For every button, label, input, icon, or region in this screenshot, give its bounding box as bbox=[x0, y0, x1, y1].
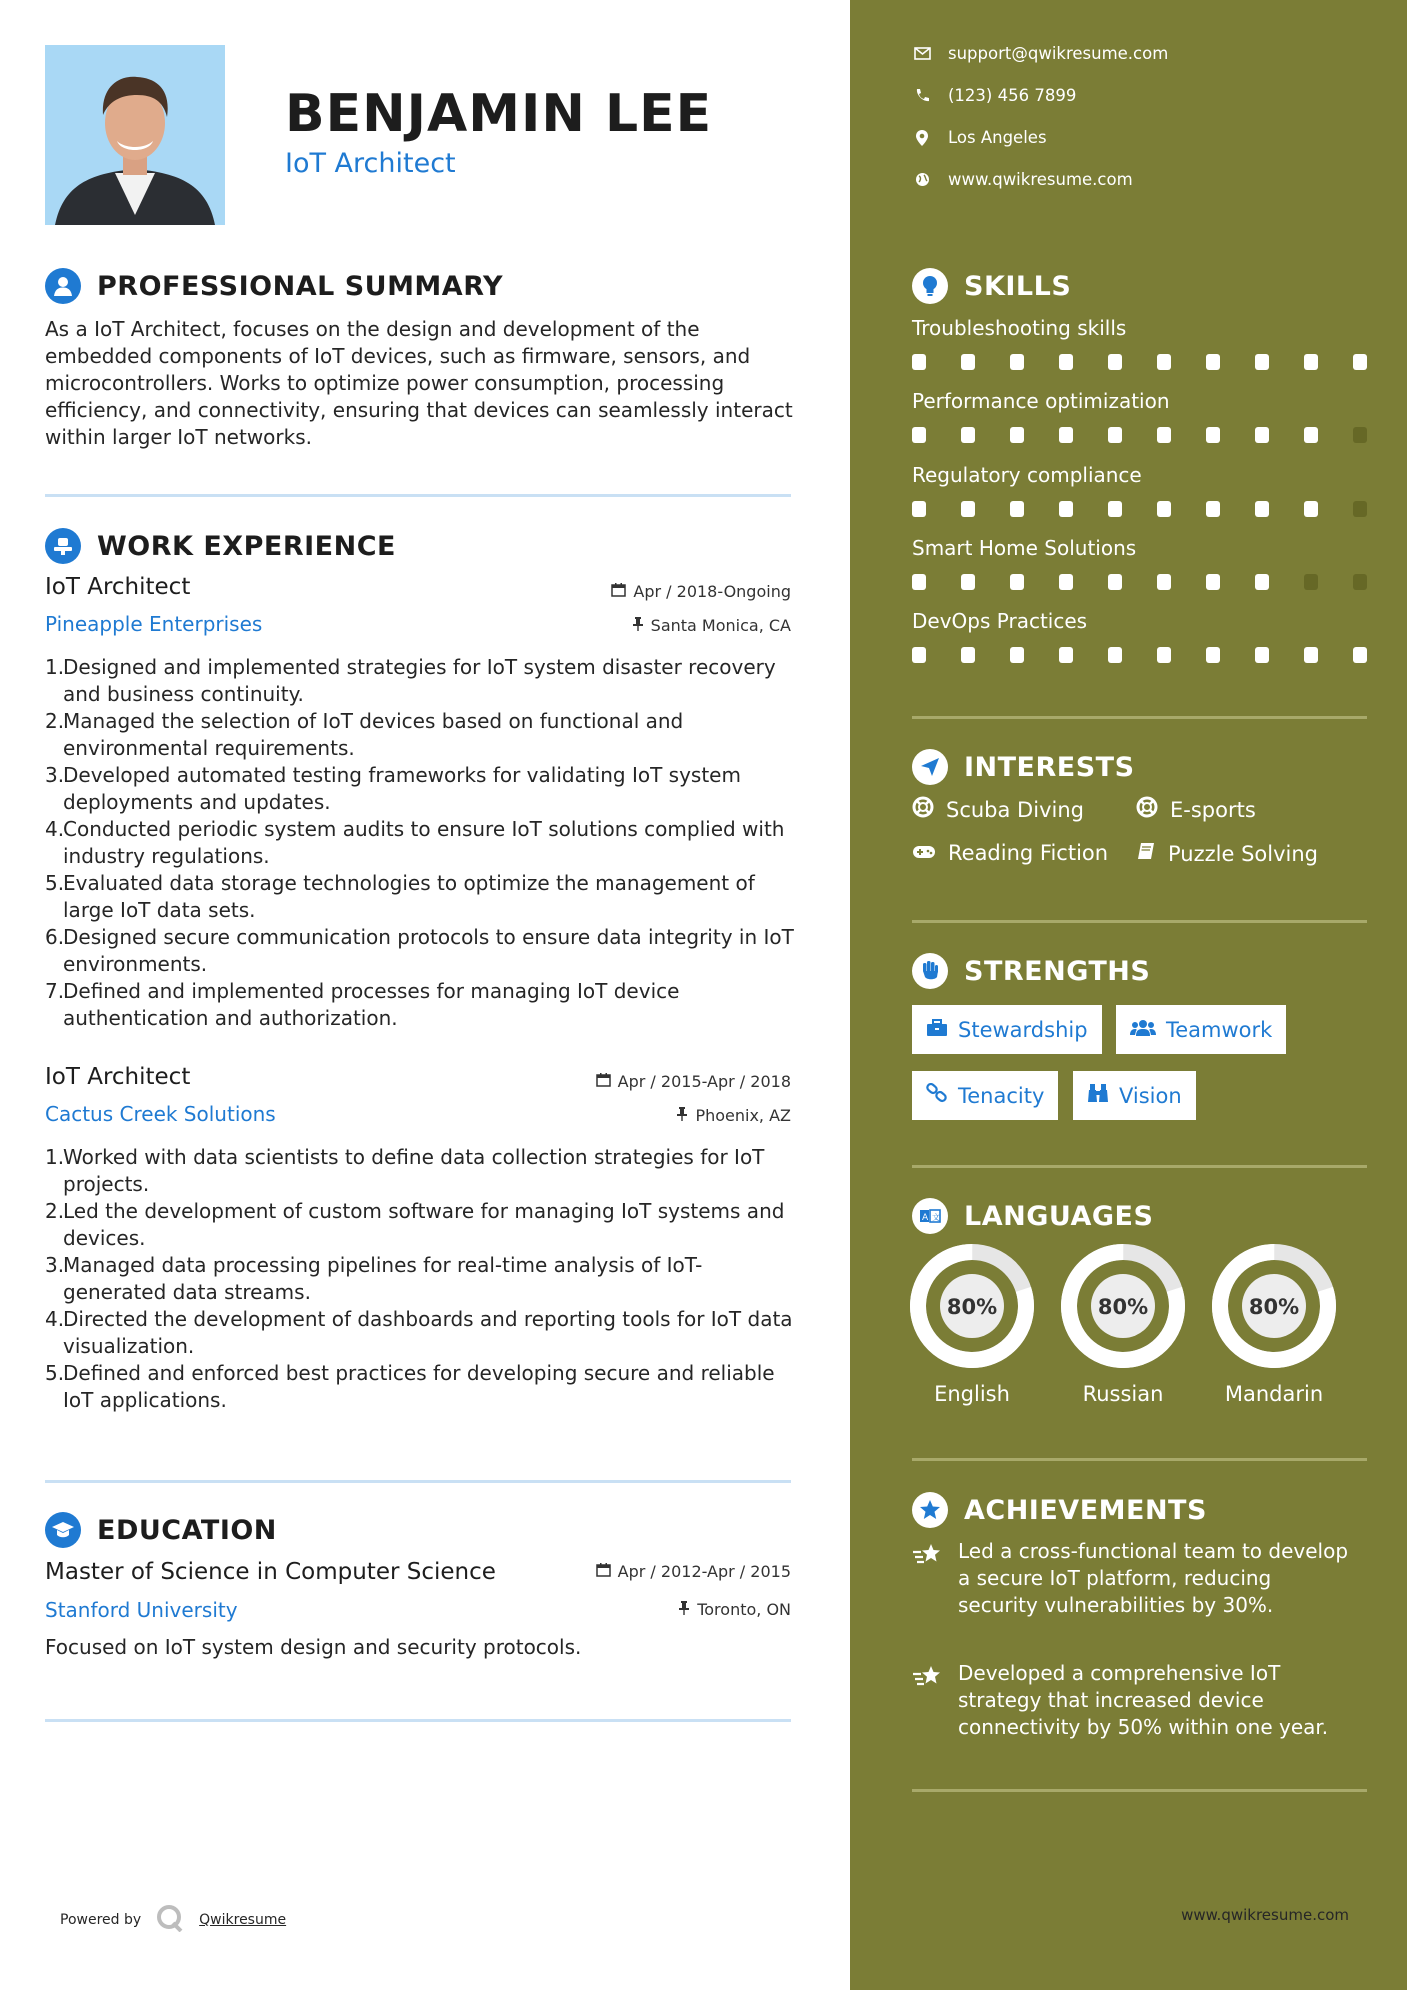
skill-name: DevOps Practices bbox=[912, 609, 1088, 633]
skill-dot bbox=[1304, 354, 1318, 370]
footer-url[interactable]: www.qwikresume.com bbox=[1181, 1906, 1349, 1924]
skill-dot bbox=[1157, 647, 1171, 663]
skill-dot bbox=[1010, 427, 1024, 443]
summary-text: As a IoT Architect, focuses on the design and development of the embedded components of IoT devices, such as firmware, sensors, and microcontrollers. Works to optimize power consumption, processing efficiency, and connectivity, ensuring that devices can seamlessly interact within larger IoT networks. bbox=[45, 317, 793, 449]
job-title: IoT Architect bbox=[45, 574, 191, 600]
skill-dot bbox=[1353, 574, 1367, 590]
skill-rating bbox=[912, 354, 1367, 370]
life-ring-icon bbox=[912, 796, 934, 823]
skill-dot bbox=[1206, 354, 1220, 370]
skill-dot bbox=[1353, 427, 1367, 443]
list-item: 5. Evaluated data storage technologies to optimize the management of large IoT data sets. bbox=[45, 871, 755, 922]
envelope-icon bbox=[912, 45, 932, 63]
life-ring-icon bbox=[1136, 796, 1158, 823]
strengths-heading bbox=[912, 953, 1150, 989]
company-name: Cactus Creek Solutions bbox=[45, 1102, 276, 1126]
strength-tag: Vision bbox=[1073, 1071, 1196, 1120]
language-item bbox=[1061, 1244, 1185, 1406]
contact-website: www.qwikresume.com bbox=[912, 170, 1133, 189]
language-gauge bbox=[910, 1244, 1034, 1368]
skill-dot bbox=[961, 501, 975, 517]
languages-heading bbox=[912, 1198, 1153, 1234]
skill-dot bbox=[1010, 574, 1024, 590]
calendar-icon bbox=[596, 1072, 611, 1091]
contact-email: support@qwikresume.com bbox=[912, 44, 1168, 63]
achievement-item: Led a cross-functional team to develop a secure IoT platform, reducing security vulnerabilities by 30%. bbox=[912, 1538, 1352, 1619]
skill-dot bbox=[1304, 427, 1318, 443]
qwikresume-link[interactable]: Qwikresume bbox=[199, 1912, 287, 1928]
skill-dot bbox=[1157, 427, 1171, 443]
svg-text:文: 文 bbox=[932, 1213, 940, 1222]
language-name: English bbox=[934, 1382, 1010, 1406]
list-item: 7. Defined and implemented processes for managing IoT device authentication and authorization. bbox=[45, 979, 680, 1030]
skill-dot bbox=[912, 574, 926, 590]
list-item: 6. Designed secure communication protocols to ensure data integrity in IoT environments. bbox=[45, 925, 794, 976]
graduation-cap-icon bbox=[45, 1512, 81, 1548]
list-item: 2. Led the development of custom software for managing IoT systems and devices. bbox=[45, 1199, 785, 1250]
candidate-name: BENJAMIN LEE bbox=[285, 84, 713, 144]
skill-dot bbox=[1010, 647, 1024, 663]
job-responsibilities bbox=[45, 654, 795, 1032]
education-location: Toronto, ON bbox=[450, 1600, 791, 1619]
skill-dot bbox=[1059, 574, 1073, 590]
interest-item: Scuba Diving bbox=[912, 796, 1084, 823]
strength-tag: Stewardship bbox=[912, 1005, 1102, 1054]
users-icon bbox=[1130, 1018, 1156, 1042]
skill-dot bbox=[1010, 354, 1024, 370]
skill-name: Troubleshooting skills bbox=[912, 316, 1127, 340]
skill-dot bbox=[912, 501, 926, 517]
skill-dot bbox=[1059, 647, 1073, 663]
gamepad-icon bbox=[912, 841, 936, 865]
strengths-title: STRENGTHS bbox=[964, 955, 1151, 987]
skill-dot bbox=[912, 427, 926, 443]
interests-title: INTERESTS bbox=[964, 751, 1135, 783]
interest-item: Puzzle Solving bbox=[1136, 841, 1318, 866]
skill-dot bbox=[1059, 501, 1073, 517]
language-icon bbox=[912, 1198, 948, 1234]
skill-dot bbox=[1255, 427, 1269, 443]
book-icon bbox=[1136, 841, 1156, 866]
skill-dot bbox=[1304, 574, 1318, 590]
skill-dot bbox=[1206, 574, 1220, 590]
briefcase-icon bbox=[926, 1018, 948, 1042]
language-percent: 80% bbox=[946, 1295, 998, 1319]
pin-icon bbox=[678, 1600, 690, 1619]
divider bbox=[912, 716, 1367, 719]
contact-location: Los Angeles bbox=[912, 128, 1047, 147]
svg-text:A: A bbox=[922, 1213, 929, 1223]
list-item: 1. Worked with data scientists to define data collection strategies for IoT projects. bbox=[45, 1145, 765, 1196]
job-responsibilities bbox=[45, 1144, 795, 1414]
skill-dot bbox=[1255, 574, 1269, 590]
skill-dot bbox=[1353, 647, 1367, 663]
skill-rating bbox=[912, 574, 1367, 590]
skill-dot bbox=[961, 647, 975, 663]
skill-dot bbox=[1255, 354, 1269, 370]
education-title: EDUCATION bbox=[97, 1514, 277, 1546]
skill-dot bbox=[1157, 574, 1171, 590]
powered-by: Powered by Qwikresume bbox=[60, 1904, 286, 1936]
skill-dot bbox=[1010, 501, 1024, 517]
divider bbox=[45, 1719, 791, 1722]
calendar-icon bbox=[596, 1562, 611, 1581]
company-name: Pineapple Enterprises bbox=[45, 612, 263, 636]
map-marker-icon bbox=[912, 129, 932, 147]
skill-rating bbox=[912, 647, 1367, 663]
job-title: IoT Architect bbox=[45, 1064, 191, 1090]
briefcase-icon bbox=[45, 528, 81, 564]
job-location: Santa Monica, CA bbox=[450, 616, 791, 635]
phone-icon bbox=[912, 87, 932, 105]
calendar-icon bbox=[611, 582, 626, 601]
achievements-heading bbox=[912, 1492, 1207, 1528]
link-icon bbox=[926, 1083, 948, 1108]
user-icon bbox=[45, 268, 81, 304]
skill-dot bbox=[1206, 501, 1220, 517]
skill-dot bbox=[961, 427, 975, 443]
skill-dot bbox=[1206, 427, 1220, 443]
skill-dot bbox=[1304, 647, 1318, 663]
experience-heading bbox=[45, 528, 396, 564]
skill-dot bbox=[1255, 501, 1269, 517]
list-item: 1. Designed and implemented strategies for IoT system disaster recovery and business continuity. bbox=[45, 655, 776, 706]
skill-dot bbox=[1059, 427, 1073, 443]
job-dates: Apr / 2015-Apr / 2018 bbox=[450, 1072, 791, 1091]
star-icon bbox=[912, 1492, 948, 1528]
skill-dot bbox=[961, 354, 975, 370]
education-dates: Apr / 2012-Apr / 2015 bbox=[450, 1562, 791, 1581]
shooting-star-icon bbox=[912, 1660, 946, 1741]
list-item: 5. Defined and enforced best practices for developing secure and reliable IoT applications. bbox=[45, 1361, 775, 1412]
skill-dot bbox=[1255, 647, 1269, 663]
interest-item: E-sports bbox=[1136, 796, 1256, 823]
candidate-role: IoT Architect bbox=[285, 148, 456, 179]
skills-title: SKILLS bbox=[964, 270, 1072, 302]
skills-heading bbox=[912, 268, 1071, 304]
language-name: Mandarin bbox=[1224, 1382, 1324, 1406]
skill-dot bbox=[961, 574, 975, 590]
interests-heading bbox=[912, 749, 1135, 785]
skill-name: Regulatory compliance bbox=[912, 463, 1142, 487]
list-item: 3. Managed data processing pipelines for real-time analysis of IoT-generated data streams. bbox=[45, 1253, 703, 1304]
pin-icon bbox=[676, 1106, 688, 1125]
skill-dot bbox=[1108, 501, 1122, 517]
shooting-star-icon bbox=[912, 1538, 946, 1619]
skill-dot bbox=[1304, 501, 1318, 517]
list-item: 3. Developed automated testing frameworks for validating IoT system deployments and updates. bbox=[45, 763, 741, 814]
list-item: 4. Directed the development of dashboards and reporting tools for IoT data visualization. bbox=[45, 1307, 793, 1358]
skill-dot bbox=[912, 647, 926, 663]
skill-dot bbox=[1108, 574, 1122, 590]
summary-heading bbox=[45, 268, 503, 304]
skill-dot bbox=[1157, 354, 1171, 370]
education-heading bbox=[45, 1512, 277, 1548]
language-name: Russian bbox=[1082, 1382, 1164, 1406]
list-item: 2. Managed the selection of IoT devices based on functional and environmental requirements. bbox=[45, 709, 684, 760]
school-name: Stanford University bbox=[45, 1598, 238, 1622]
skill-dot bbox=[1059, 354, 1073, 370]
globe-icon bbox=[912, 171, 932, 189]
hand-fist-icon bbox=[912, 953, 948, 989]
language-percent: 80% bbox=[1248, 1295, 1300, 1319]
divider bbox=[45, 494, 791, 497]
skill-dot bbox=[1353, 501, 1367, 517]
achievement-item: Developed a comprehensive IoT strategy that increased device connectivity by 50% within one year. bbox=[912, 1660, 1352, 1741]
binoculars-icon bbox=[1087, 1083, 1109, 1108]
lightbulb-icon bbox=[912, 268, 948, 304]
achievements-title: ACHIEVEMENTS bbox=[964, 1494, 1207, 1526]
pin-icon bbox=[632, 616, 644, 635]
strength-tag: Tenacity bbox=[912, 1071, 1058, 1120]
paper-plane-icon bbox=[912, 749, 948, 785]
interest-item: Reading Fiction bbox=[912, 841, 1108, 865]
divider bbox=[912, 1165, 1367, 1168]
skill-rating bbox=[912, 501, 1367, 517]
divider bbox=[912, 1458, 1367, 1461]
skill-dot bbox=[1206, 647, 1220, 663]
divider bbox=[912, 920, 1367, 923]
experience-title: WORK EXPERIENCE bbox=[97, 530, 396, 562]
summary-title: PROFESSIONAL SUMMARY bbox=[97, 270, 504, 302]
skill-dot bbox=[1108, 647, 1122, 663]
qwikresume-logo-icon bbox=[155, 1904, 185, 1936]
job-location: Phoenix, AZ bbox=[450, 1106, 791, 1125]
degree-title: Master of Science in Computer Science bbox=[45, 1559, 496, 1585]
sidebar bbox=[850, 0, 1407, 1990]
skill-dot bbox=[1353, 354, 1367, 370]
language-item bbox=[1212, 1244, 1336, 1406]
language-gauge bbox=[1212, 1244, 1336, 1368]
skill-name: Smart Home Solutions bbox=[912, 536, 1137, 560]
profile-photo bbox=[45, 45, 225, 225]
skill-dot bbox=[1108, 427, 1122, 443]
skill-rating bbox=[912, 427, 1367, 443]
skill-name: Performance optimization bbox=[912, 389, 1170, 413]
contact-phone: (123) 456 7899 bbox=[912, 86, 1076, 105]
divider bbox=[912, 1789, 1367, 1792]
skill-dot bbox=[1108, 354, 1122, 370]
education-note: Focused on IoT system design and security protocols. bbox=[45, 1635, 582, 1659]
list-item: 4. Conducted periodic system audits to ensure IoT solutions complied with industry regulations. bbox=[45, 817, 785, 868]
languages-title: LANGUAGES bbox=[964, 1200, 1154, 1232]
divider bbox=[45, 1480, 791, 1483]
skill-dot bbox=[912, 354, 926, 370]
language-item bbox=[910, 1244, 1034, 1406]
strength-tag: Teamwork bbox=[1116, 1005, 1286, 1054]
skill-dot bbox=[1157, 501, 1171, 517]
language-gauge bbox=[1061, 1244, 1185, 1368]
language-percent: 80% bbox=[1097, 1295, 1149, 1319]
job-dates: Apr / 2018-Ongoing bbox=[450, 582, 791, 601]
